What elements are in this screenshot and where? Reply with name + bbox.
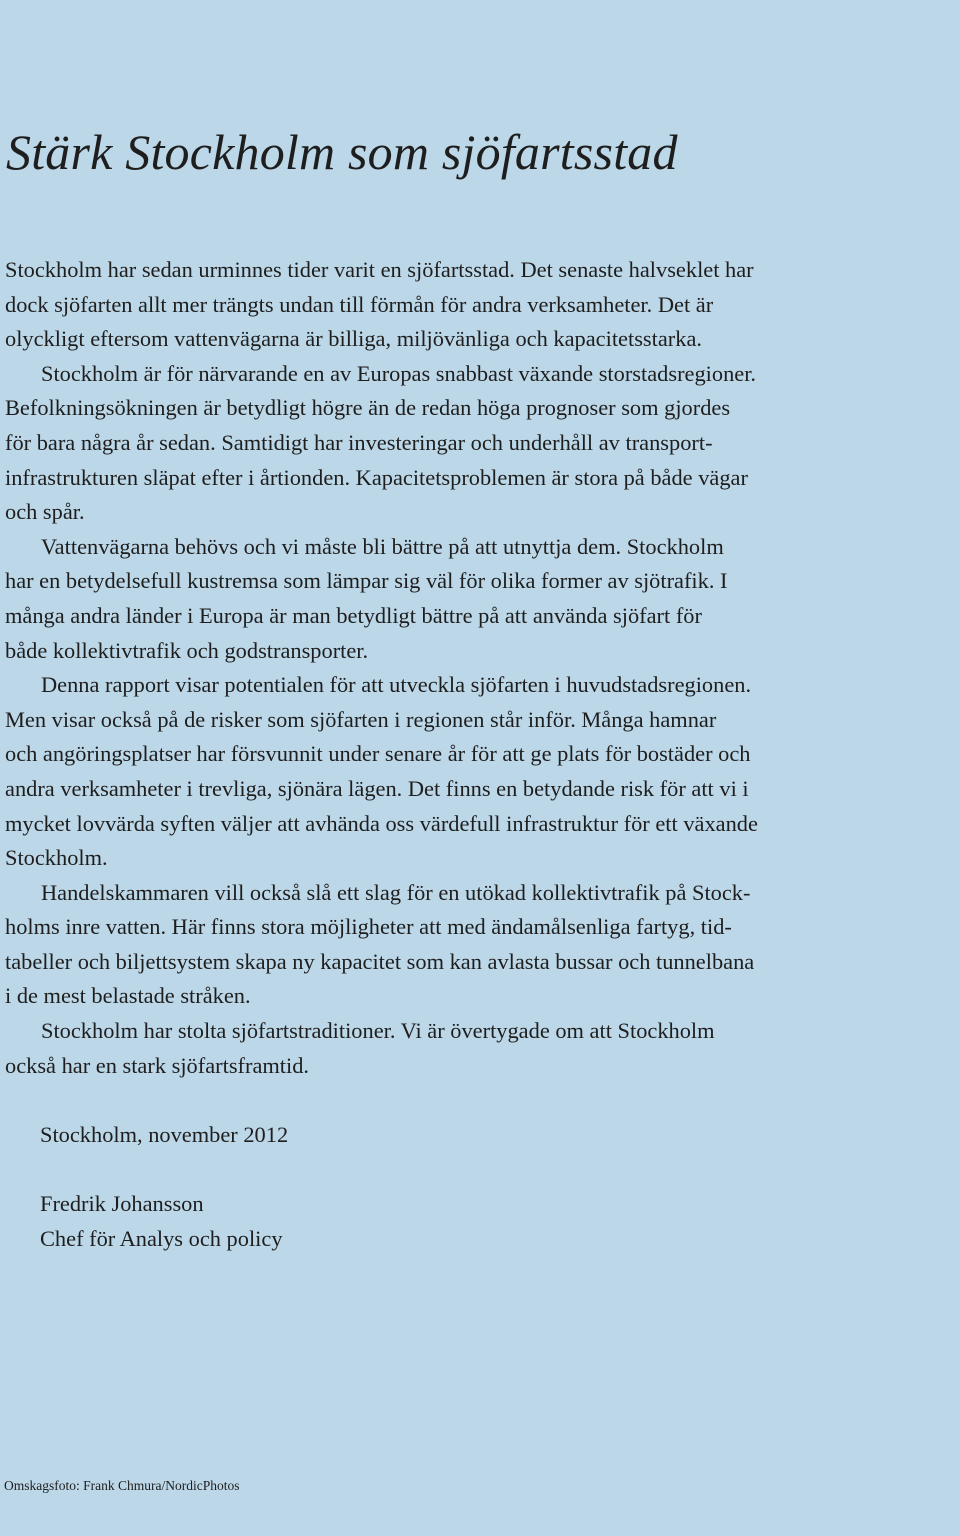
signature-name: Fredrik Johansson bbox=[40, 1191, 204, 1216]
body-line: infrastrukturen släpat efter i årtionden. Kapacitetsproblemen är stora på både vägar bbox=[5, 464, 748, 490]
body-line: och angöringsplatser har försvunnit under senare år för att ge plats för bostäder och bbox=[5, 741, 751, 767]
body-text bbox=[5, 253, 830, 1083]
body-line: mycket lovvärda syften väljer att avhända oss värdefull infrastruktur för ett växande bbox=[5, 810, 758, 836]
body-line: både kollektivtrafik och godstransporter. bbox=[5, 637, 369, 663]
body-line: Denna rapport visar potentialen för att utveckla sjöfarten i huvudstadsregionen. bbox=[41, 672, 752, 698]
body-line: andra verksamheter i trevliga, sjönära lägen. Det finns en betydande risk för att vi i bbox=[5, 775, 749, 801]
body-line: Stockholm är för närvarande en av Europas snabbast växande storstadsregioner. bbox=[41, 360, 757, 386]
body-line: i de mest belastade stråken. bbox=[5, 983, 251, 1009]
body-line: Befolkningsökningen är betydligt högre än de redan höga prognoser som gjordes bbox=[5, 395, 731, 421]
photo-credit: Omskagsfoto: Frank Chmura/NordicPhotos bbox=[4, 1478, 240, 1493]
body-line: har en betydelsefull kustremsa som lämpar sig väl för olika former av sjötrafik. I bbox=[5, 568, 728, 594]
body-line: Men visar också på de risker som sjöfarten i regionen står inför. Många hamnar bbox=[5, 706, 717, 732]
body-line: Stockholm. bbox=[5, 845, 108, 871]
body-line: olyckligt eftersom vattenvägarna är billiga, miljövänliga och kapacitetsstarka. bbox=[5, 326, 702, 352]
body-line: holms inre vatten. Här finns stora möjligheter att med ändamålsenliga fartyg, tid- bbox=[5, 914, 732, 940]
body-line: Handelskammaren vill också slå ett slag för en utökad kollektivtrafik på Stock- bbox=[41, 879, 751, 905]
body-line: också har en stark sjöfartsframtid. bbox=[5, 1052, 310, 1078]
signature-role: Chef för Analys och policy bbox=[40, 1226, 283, 1251]
page-title: Stärk Stockholm som sjöfartsstad bbox=[6, 124, 678, 180]
body-line: tabeller och biljettsystem skapa ny kapacitet som kan avlasta bussar och tunnelbana bbox=[5, 948, 755, 974]
body-line: Vattenvägarna behövs och vi måste bli bättre på att utnyttja dem. Stockholm bbox=[41, 533, 724, 559]
body-line: och spår. bbox=[5, 499, 85, 525]
body-line: för bara några år sedan. Samtidigt har investeringar och underhåll av transport- bbox=[5, 429, 713, 455]
body-line: Stockholm har sedan urminnes tider varit en sjöfartsstad. Det senaste halvseklet har bbox=[5, 257, 754, 282]
place-date: Stockholm, november 2012 bbox=[40, 1122, 289, 1147]
body-line: dock sjöfarten allt mer trängts undan till förmån för andra verksamheter. Det är bbox=[5, 291, 714, 317]
body-line: många andra länder i Europa är man betydligt bättre på att använda sjöfart för bbox=[5, 602, 702, 628]
body-line: Stockholm har stolta sjöfartstraditioner. Vi är övertygade om att Stockholm bbox=[41, 1018, 715, 1044]
